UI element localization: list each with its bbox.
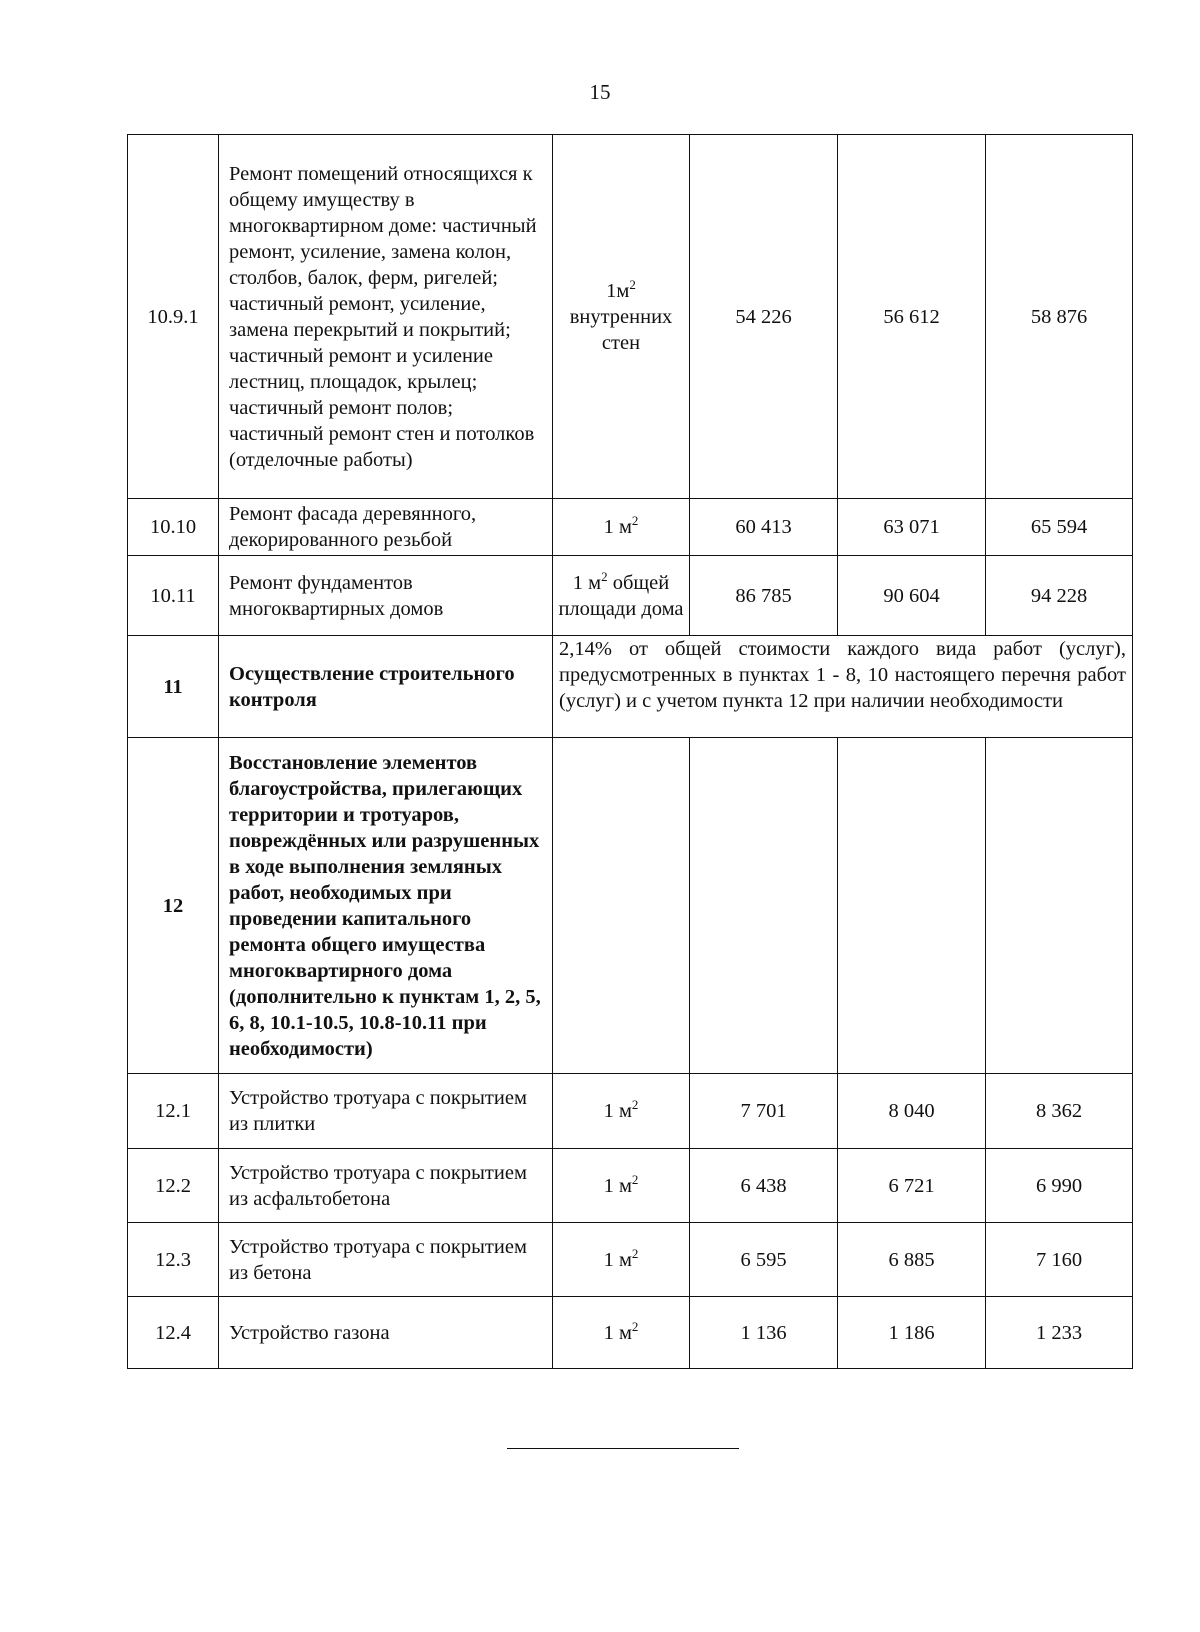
row-description: Ремонт фасада деревянного, декорированного резьбой bbox=[219, 499, 553, 556]
empty-cell bbox=[986, 738, 1133, 1074]
row-value-1: 6 595 bbox=[690, 1223, 838, 1297]
row-value-2: 1 186 bbox=[838, 1297, 986, 1369]
row-note: 2,14% от общей стоимости каждого вида работ (услуг), предусмотренных в пунктах 1 - 8, 10 настоящего перечня работ (услуг) и с учетом пункта 12 при наличии необходимости bbox=[553, 636, 1133, 738]
table-row bbox=[128, 499, 1133, 556]
row-description: Восстановление элементов благоустройства, прилегающих территории и тротуаров, повреждённых или разрушенных в ходе выполнения земляных работ, необходимых при проведении капитального ремонта общего имущества многоквартирного дома (дополнительно к пунктам 1, 2, 5, 6, 8, 10.1-10.5, 10.8-10.11 при необходимости) bbox=[219, 738, 553, 1074]
row-value-1: 54 226 bbox=[690, 135, 838, 499]
row-value-3: 6 990 bbox=[986, 1149, 1133, 1223]
row-value-3: 1 233 bbox=[986, 1297, 1133, 1369]
row-unit: 1 $м^2$ bbox=[553, 499, 690, 556]
table-row bbox=[128, 135, 1133, 499]
table-row bbox=[128, 1149, 1133, 1223]
row-value-3: 58 876 bbox=[986, 135, 1133, 499]
page-number: 15 bbox=[589, 80, 611, 104]
row-value-2: 90 604 bbox=[838, 556, 986, 636]
empty-cell bbox=[690, 738, 838, 1074]
row-description: Осуществление строительного контроля bbox=[219, 636, 553, 738]
row-number: 10.11 bbox=[128, 556, 219, 636]
row-value-1: 6 438 bbox=[690, 1149, 838, 1223]
row-value-2: 8 040 bbox=[838, 1074, 986, 1149]
row-description: Ремонт помещений относящихся к общему имуществу в многоквартирном доме: частичный ремонт, усиление, замена колон, столбов, балок, ферм, ригелей; частичный ремонт, усиление, замена перекрытий и покрытий; частичный ремонт и усиление лестниц, площадок, крылец; частичный ремонт полов; частичный ремонт стен и потолков (отделочные работы) bbox=[219, 135, 553, 499]
row-description: Устройство тротуара с покрытием из плитки bbox=[219, 1074, 553, 1149]
empty-cell bbox=[838, 738, 986, 1074]
row-number: 10.9.1 bbox=[128, 135, 219, 499]
row-number: 11 bbox=[128, 636, 219, 738]
table-row bbox=[128, 738, 1133, 1074]
work-cost-table bbox=[127, 134, 1133, 1369]
row-value-2: 6 721 bbox=[838, 1149, 986, 1223]
table-row bbox=[128, 1223, 1133, 1297]
row-value-3: 94 228 bbox=[986, 556, 1133, 636]
row-number: 12.3 bbox=[128, 1223, 219, 1297]
row-value-2: 6 885 bbox=[838, 1223, 986, 1297]
row-description: Устройство тротуара с покрытием из бетона bbox=[219, 1223, 553, 1297]
row-unit: 1 $м^2$ bbox=[553, 1149, 690, 1223]
row-value-1: 86 785 bbox=[690, 556, 838, 636]
row-unit: 1 $м^2$ bbox=[553, 1223, 690, 1297]
row-description: Устройство тротуара с покрытием из асфальтобетона bbox=[219, 1149, 553, 1223]
row-unit: 1 $м^2$ bbox=[553, 1297, 690, 1369]
row-number: 12.2 bbox=[128, 1149, 219, 1223]
row-description: Устройство газона bbox=[219, 1297, 553, 1369]
table-row bbox=[128, 1074, 1133, 1149]
row-number: 12.4 bbox=[128, 1297, 219, 1369]
row-value-2: 63 071 bbox=[838, 499, 986, 556]
row-number: 12.1 bbox=[128, 1074, 219, 1149]
row-value-3: 7 160 bbox=[986, 1223, 1133, 1297]
row-value-3: 65 594 bbox=[986, 499, 1133, 556]
end-divider bbox=[507, 1448, 739, 1449]
row-value-1: 7 701 bbox=[690, 1074, 838, 1149]
row-value-3: 8 362 bbox=[986, 1074, 1133, 1149]
row-number: 12 bbox=[128, 738, 219, 1074]
row-value-1: 1 136 bbox=[690, 1297, 838, 1369]
table-row bbox=[128, 1297, 1133, 1369]
row-unit: $1м^2$ внутренних стен bbox=[553, 135, 690, 499]
empty-cell bbox=[553, 738, 690, 1074]
table-row bbox=[128, 636, 1133, 738]
row-number: 10.10 bbox=[128, 499, 219, 556]
table-row bbox=[128, 556, 1133, 636]
row-description: Ремонт фундаментов многоквартирных домов bbox=[219, 556, 553, 636]
row-value-2: 56 612 bbox=[838, 135, 986, 499]
row-unit: 1 $м^2$ общей площади дома bbox=[553, 556, 690, 636]
row-value-1: 60 413 bbox=[690, 499, 838, 556]
row-unit: 1 $м^2$ bbox=[553, 1074, 690, 1149]
